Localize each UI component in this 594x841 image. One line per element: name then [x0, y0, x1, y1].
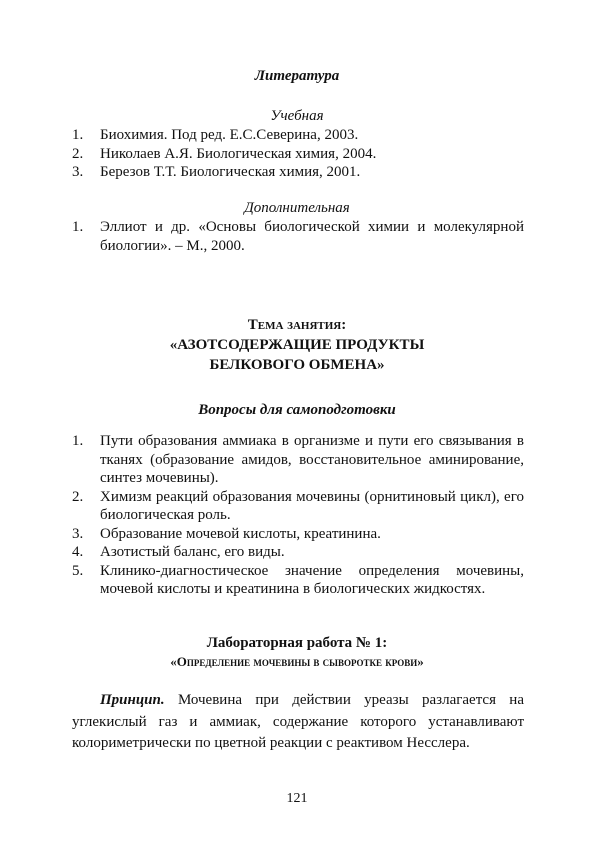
list-item-number: 2.	[72, 488, 84, 505]
list-item-number: 1.	[72, 219, 84, 235]
list-item-text: Эллиот и др. «Основы биологической химии и молекулярной биологии». – М., 2000.	[100, 219, 524, 254]
list-item	[72, 218, 524, 255]
list-item-number: 5.	[72, 562, 84, 579]
list-item-text: Азотистый баланс, его виды.	[100, 544, 285, 560]
list-item	[72, 432, 524, 488]
topic-heading	[0, 315, 594, 375]
main-literature-list	[72, 126, 524, 182]
list-item-text: Березов Т.Т. Биологическая химия, 2001.	[100, 164, 361, 180]
list-item	[72, 543, 524, 562]
extra-literature-heading: Дополнительная	[244, 200, 350, 216]
questions-list	[72, 432, 524, 599]
list-item-number: 3.	[72, 164, 84, 180]
list-item	[72, 525, 524, 544]
topic-title-line-1: «АЗОТСОДЕРЖАЩИЕ ПРОДУКТЫ	[169, 337, 425, 353]
extra-literature-list	[72, 218, 524, 255]
topic-title-line-2: БЕЛКОВОГО ОБМЕНА»	[209, 357, 385, 373]
list-item	[72, 562, 524, 599]
list-item-number: 1.	[72, 433, 84, 449]
list-item-text: Биохимия. Под ред. Е.С.Северина, 2003.	[100, 127, 359, 143]
page-number: 121	[286, 791, 308, 806]
lab-work-subtitle: «Определение мочевины в сыворотке крови»	[170, 654, 424, 669]
list-item-text: Николаев А.Я. Биологическая химия, 2004.	[100, 145, 377, 162]
list-item-text: Пути образования аммиака в организме и пути его связывания в тканях (образование амидов, восстановительное аминирование, синтез мочевины).	[100, 433, 524, 486]
list-item-number: 2.	[72, 145, 84, 162]
lab-work-title: Лабораторная работа № 1:	[206, 635, 388, 651]
main-literature-heading: Учебная	[270, 108, 324, 124]
list-item-number: 3.	[72, 525, 84, 542]
principle-paragraph	[72, 690, 524, 755]
list-item-text: Образование мочевой кислоты, креатинина.	[100, 525, 381, 542]
list-item-number: 1.	[72, 127, 84, 143]
questions-title: Вопросы для самоподготовки	[198, 402, 396, 418]
list-item	[72, 163, 524, 182]
principle-label: Принцип.	[100, 692, 165, 708]
principle-text: Мочевина при действии уреазы разлагается на углекислый газ и аммиак, содержание которого устанавливают колориметрически по цветной реакции с реактивом Несслера.	[72, 692, 524, 751]
list-item-text: Химизм реакций образования мочевины (орнитиновый цикл), его биологическая роль.	[100, 488, 524, 523]
list-item-number: 4.	[72, 544, 84, 560]
list-item-text: Клинико-диагностическое значение определения мочевины, мочевой кислоты и креатинина в биологических жидкостях.	[100, 562, 524, 597]
topic-label: Тема занятия:	[247, 317, 347, 333]
list-item	[72, 145, 524, 164]
literature-title: Литература	[254, 68, 340, 84]
list-item	[72, 488, 524, 525]
list-item	[72, 126, 524, 145]
